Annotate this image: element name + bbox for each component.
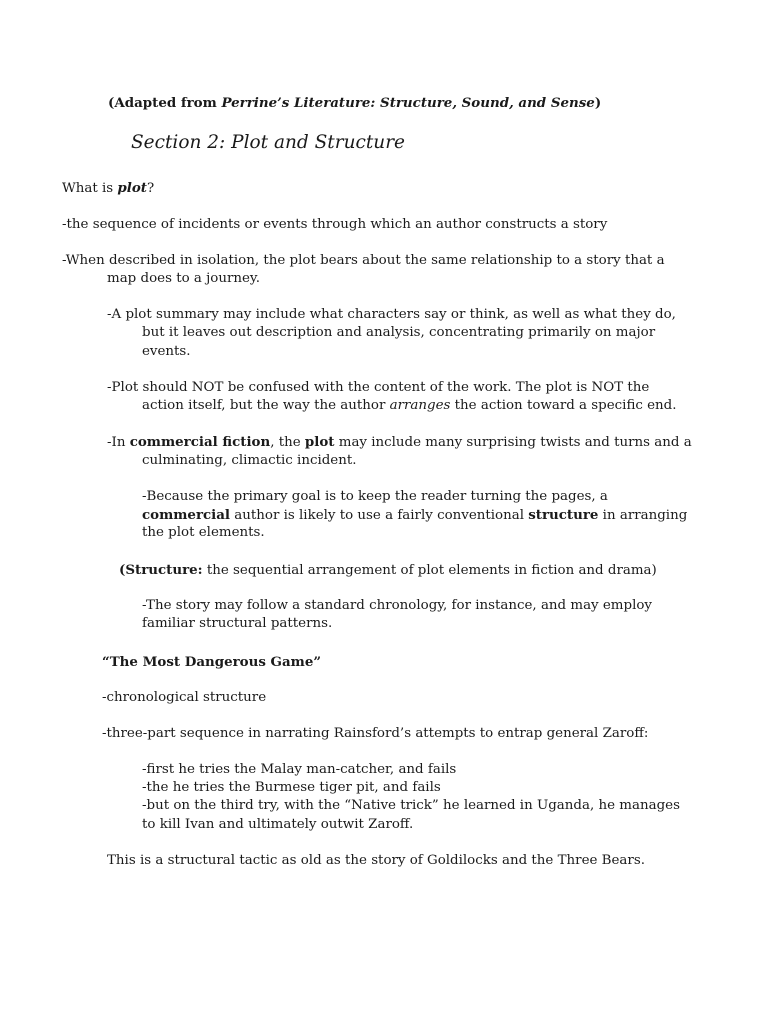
story-title: “The Most Dangerous Game” bbox=[102, 654, 322, 670]
adapted-from-line bbox=[108, 94, 601, 112]
attempt-second: -the he tries the Burmese tiger pit, and fails bbox=[142, 780, 441, 795]
structure-term: structure bbox=[528, 507, 599, 523]
goal-line-1: -Because the primary goal is to keep the reader turning the pages, a bbox=[142, 489, 608, 504]
commercial-text-c: , the bbox=[270, 435, 305, 450]
summary-line-3: events. bbox=[142, 344, 191, 359]
plot-definition: -the sequence of incidents or events through which an author constructs a story bbox=[62, 217, 608, 232]
summary-line-1: -A plot summary may include what characters say or think, as well as what they do, bbox=[107, 307, 676, 322]
commercial-line-1 bbox=[107, 433, 692, 452]
plot-term: plot bbox=[304, 434, 335, 450]
summary-line-2: but it leaves out description and analysis, concentrating primarily on major bbox=[142, 325, 656, 340]
content-line-1: -Plot should NOT be confused with the content of the work. The plot is NOT the bbox=[107, 380, 650, 395]
commercial-text-e: may include many surprising twists and turns and a bbox=[334, 435, 692, 450]
attempt-third-line-1: -but on the third try, with the “Native trick” he learned in Uganda, he manages bbox=[142, 798, 680, 813]
goal-line-2 bbox=[142, 506, 687, 525]
plot-question bbox=[62, 179, 154, 198]
commercial-term: commercial bbox=[142, 507, 231, 523]
commercial-line-2: culminating, climactic incident. bbox=[142, 453, 357, 468]
conclusion: This is a structural tactic as old as the story of Goldilocks and the Three Bears. bbox=[107, 853, 645, 868]
goal-text-d: in arranging bbox=[598, 508, 688, 523]
attempt-third-line-2: to kill Ivan and ultimately outwit Zaroff. bbox=[142, 817, 414, 832]
isolation-line-2: map does to a journey. bbox=[107, 271, 260, 286]
section-title: Section 2: Plot and Structure bbox=[131, 132, 406, 153]
question-suffix: ? bbox=[147, 181, 155, 196]
chronology-line-1: -The story may follow a standard chronology, for instance, and may employ bbox=[142, 598, 652, 613]
commercial-text-a: -In bbox=[107, 435, 130, 450]
chronological-structure: -chronological structure bbox=[102, 690, 267, 705]
goal-line-3: the plot elements. bbox=[142, 525, 265, 540]
book-title: Perrine’s Literature: Structure, Sound, and Sense bbox=[221, 95, 595, 111]
three-part-sequence: -three-part sequence in narrating Rainsford’s attempts to entrap general Zaroff: bbox=[102, 726, 649, 741]
content-line-2-before: action itself, but the way the author bbox=[142, 398, 390, 413]
question-prefix: What is bbox=[62, 181, 118, 196]
goal-text-b: author is likely to use a fairly conventional bbox=[230, 508, 529, 523]
structure-definition bbox=[119, 561, 657, 580]
adapted-suffix: ) bbox=[594, 95, 602, 111]
commercial-fiction-term: commercial fiction bbox=[129, 434, 271, 450]
question-term: plot bbox=[117, 180, 147, 196]
chronology-line-2: familiar structural patterns. bbox=[142, 616, 333, 631]
structure-def-term: Structure: bbox=[125, 562, 203, 578]
arranges-emphasis: arranges bbox=[389, 398, 451, 413]
attempt-first: -first he tries the Malay man-catcher, and fails bbox=[142, 762, 457, 777]
isolation-line-1: -When described in isolation, the plot bears about the same relationship to a story that a bbox=[62, 253, 665, 268]
adapted-prefix: (Adapted from bbox=[108, 95, 222, 111]
content-line-2-after: the action toward a specific end. bbox=[450, 398, 677, 413]
content-line-2 bbox=[142, 397, 677, 415]
structure-open-paren: ( bbox=[119, 562, 126, 578]
structure-def-text: the sequential arrangement of plot elements in fiction and drama) bbox=[202, 563, 657, 578]
